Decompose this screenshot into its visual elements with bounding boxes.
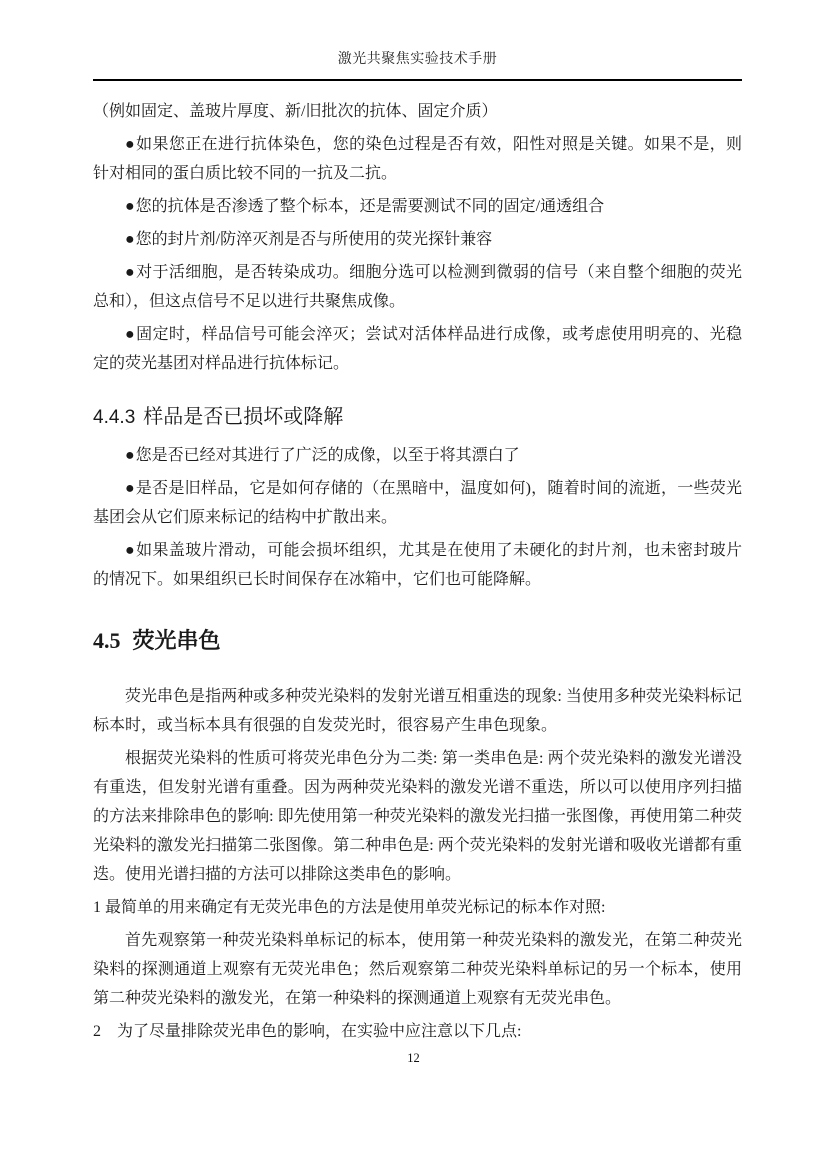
- bullet-icon: ●: [125, 264, 136, 281]
- bullet-item: [93, 441, 742, 470]
- bullet-text: 您的抗体是否渗透了整个标本，还是需要测试不同的固定/通透组合: [135, 198, 605, 215]
- bullet-item: [93, 130, 742, 188]
- bullet-text: 如果盖玻片滑动，可能会损坏组织，尤其是在使用了未硬化的封片剂，也未密封玻片的情况下。如果组织已长时间保存在冰箱中，它们也可能降解。: [93, 542, 742, 588]
- bullet-item: [93, 258, 742, 316]
- heading-title: 荧光串色: [132, 628, 221, 653]
- paragraph-text: 首先观察第一种荧光染料单标记的标本，使用第一种荧光染料的激发光，在第二种荧光染料的探测通道上观察有无荧光串色；然后观察第二种荧光染料单标记的另一个标本，使用第二种荧光染料的激发光，在第一种染料的探测通道上观察有无荧光串色。: [93, 932, 742, 1007]
- bullet-icon: ●: [125, 542, 136, 559]
- numbered-item: [93, 1017, 742, 1046]
- bullet-icon: ●: [125, 447, 135, 464]
- section-heading-4-5: [93, 624, 742, 658]
- bullet-icon: ●: [125, 231, 135, 248]
- paragraph-text: 荧光串色是指两种或多种荧光染料的发射光谱互相重迭的现象: 当使用多种荧光染料标记标本时，或当标本具有很强的自发荧光时，很容易产生串色现象。: [93, 688, 742, 734]
- document-header: [93, 0, 742, 81]
- bullet-icon: ●: [125, 480, 135, 497]
- bullet-icon: ●: [125, 198, 135, 215]
- paragraph-text: 1 最简单的用来确定有无荧光串色的方法是使用单荧光标记的标本作对照:: [93, 899, 606, 916]
- bullet-icon: ●: [125, 326, 136, 343]
- page-number: 12: [407, 1051, 420, 1065]
- bullet-item: [93, 536, 742, 594]
- paragraph-text: （例如固定、盖玻片厚度、新/旧批次的抗体、固定介质）: [93, 103, 498, 120]
- bullet-text: 对于活细胞，是否转染成功。细胞分选可以检测到微弱的信号（来自整个细胞的荧光总和），但这点信号不足以进行共聚焦成像。: [93, 264, 742, 310]
- bullet-text: 如果您正在进行抗体染色，您的染色过程是否有效，阳性对照是关键。如果不是，则针对相同的蛋白质比较不同的一抗及二抗。: [93, 136, 742, 182]
- heading-number: 4.4.3: [93, 407, 136, 428]
- heading-number: 4.5: [93, 628, 121, 653]
- paragraph: [93, 926, 742, 1013]
- numbered-item: [93, 893, 742, 922]
- bullet-item: [93, 225, 742, 254]
- paragraph: [93, 682, 742, 740]
- paragraph: [93, 744, 742, 889]
- bullet-item: [93, 192, 742, 221]
- document-body: [93, 81, 742, 1046]
- paragraph-text: 根据荧光染料的性质可将荧光串色分为二类: 第一类串色是: 两个荧光染料的激发光谱没有重迭，但发射光谱有重叠。因为两种荧光染料的激发光谱不重迭，所以可以使用序列扫描的方法来排除串色的影响: 即先使用第一种荧光染料的激发光扫描一张图像，再使用第二种荧光染料的激发光扫描第二张图像。第二种串色是: 两个荧光染料的发射光谱和吸收光谱都有重迭。使用光谱扫描的方法可以排除这类串色的影响。: [93, 750, 742, 883]
- bullet-item: [93, 320, 742, 378]
- bullet-text: 是否是旧样品，它是如何存储的（在黑暗中，温度如何)，随着时间的流逝，一些荧光基团会从它们原来标记的结构中扩散出来。: [93, 480, 742, 526]
- section-heading-4-4-3: [93, 402, 742, 433]
- bullet-text: 您的封片剂/防淬灭剂是否与所使用的荧光探针兼容: [135, 231, 493, 248]
- bullet-icon: ●: [125, 136, 136, 153]
- paragraph-text: 2 为了尽量排除荧光串色的影响，在实验中应注意以下几点:: [93, 1023, 522, 1040]
- heading-title: 样品是否已损坏或降解: [143, 406, 344, 428]
- paragraph: [93, 97, 742, 126]
- bullet-item: [93, 474, 742, 532]
- bullet-text: 固定时，样品信号可能会淬灭；尝试对活体样品进行成像，或考虑使用明亮的、光稳定的荧光基团对样品进行抗体标记。: [93, 326, 742, 372]
- bullet-text: 您是否已经对其进行了广泛的成像，以至于将其漂白了: [135, 447, 520, 464]
- document-header-title: 激光共聚焦实验技术手册: [337, 52, 498, 67]
